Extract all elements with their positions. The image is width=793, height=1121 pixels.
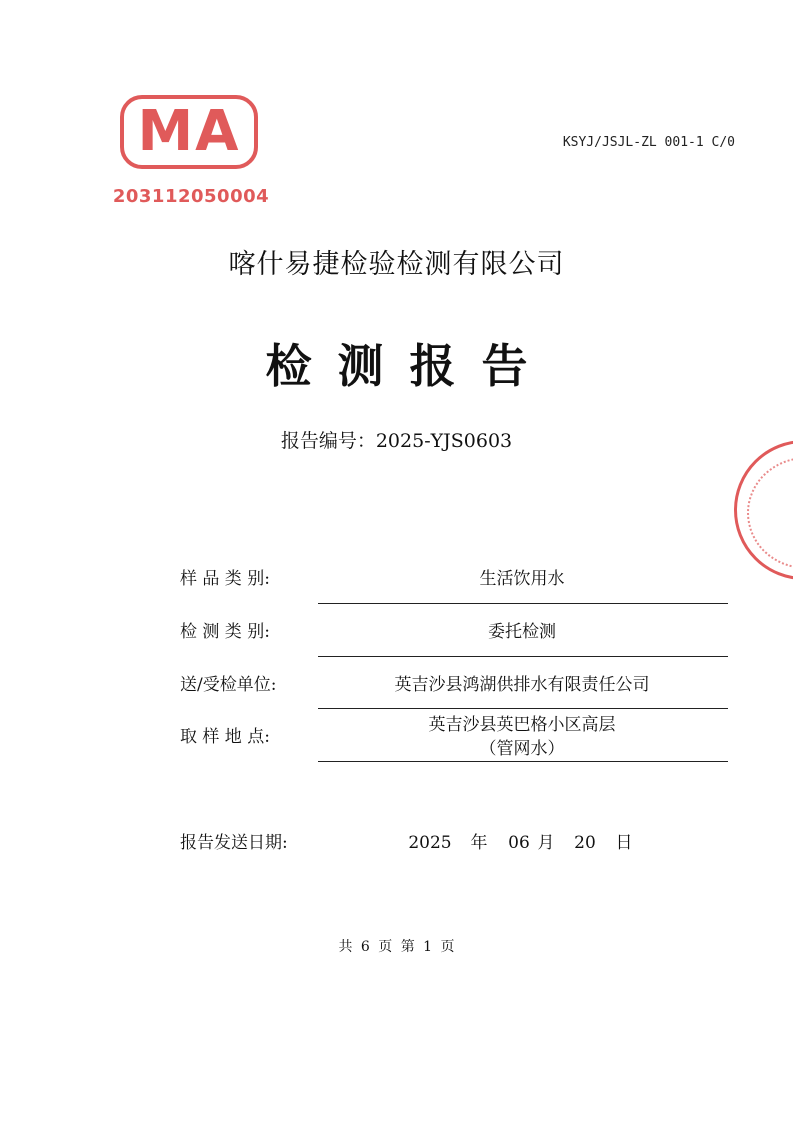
- send-date-month-unit: 月: [537, 833, 555, 853]
- test-type-label: 检 测 类 别:: [180, 622, 270, 642]
- sampling-location-underline: [318, 761, 728, 762]
- unit-label: 送/受检单位:: [180, 675, 277, 695]
- test-type-underline: [318, 656, 728, 657]
- send-date-year: 2025: [408, 833, 452, 853]
- unit-underline: [318, 708, 728, 709]
- ma-seal-letters: MA: [137, 99, 241, 164]
- sampling-location-value-2: （管网水）: [479, 739, 565, 759]
- sample-type-underline: [318, 603, 728, 604]
- send-date-month: 06: [508, 833, 530, 853]
- send-date-year-unit: 年: [470, 833, 488, 853]
- sample-type-label: 样 品 类 别:: [180, 569, 270, 589]
- page-info: 共 6 页 第 1 页: [338, 939, 455, 955]
- company-seal-ring: [747, 457, 793, 569]
- send-date-label: 报告发送日期:: [180, 833, 288, 853]
- ma-seal: [112, 95, 270, 213]
- test-type-value: 委托检测: [488, 622, 556, 642]
- company-seal: [734, 440, 793, 580]
- send-date-day-unit: 日: [615, 833, 633, 853]
- sampling-location-label: 取 样 地 点:: [180, 727, 270, 747]
- send-date-day: 20: [574, 833, 596, 853]
- document-code: KSYJ/JSJL-ZL 001-1 C/0: [562, 135, 735, 150]
- sampling-location-value: 英吉沙县英巴格小区高层: [428, 715, 616, 735]
- unit-value: 英吉沙县鸿湖供排水有限责任公司: [394, 675, 650, 695]
- report-number: 报告编号：2025-YJS0603: [280, 430, 513, 452]
- ma-seal-number: 203112050004: [112, 186, 270, 207]
- report-title: 检测报告: [265, 339, 554, 393]
- company-name: 喀什易捷检验检测有限公司: [228, 249, 565, 280]
- sample-type-value: 生活饮用水: [479, 569, 565, 589]
